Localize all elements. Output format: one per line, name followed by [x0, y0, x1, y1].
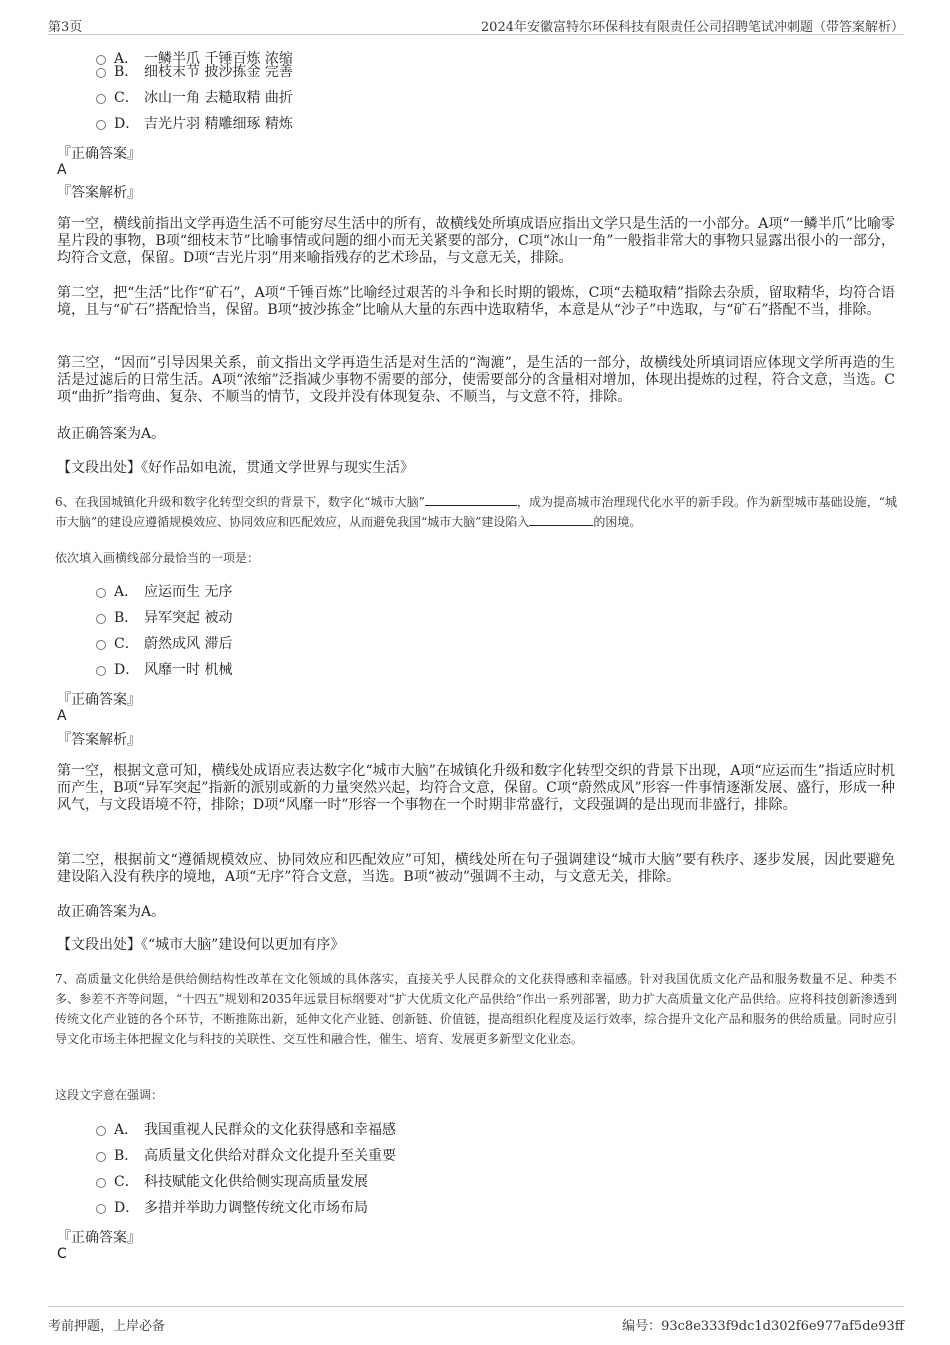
q7-option-d[interactable]: D． 多措并举助力调整传统文化市场布局	[96, 1199, 368, 1217]
radio-icon[interactable]	[96, 666, 106, 676]
q7-option-a[interactable]: A． 我国重视人民群众的文化获得感和幸福感	[96, 1121, 396, 1139]
document-title: 2024年安徽富特尔环保科技有限责任公司招聘笔试冲刺题（带答案解析）	[480, 20, 904, 35]
q6-analysis-para-1: 第一空，根据文意可知，横线处成语应表达数字化“城市大脑”在城镇化升级和数字化转型交织的背景下出现，A项“应运而生”指适应时机而产生，B项“异军突起”指新的派别或新的力量突然兴起，均符合文意，保留。C项“蔚然成风”形容一件事情逐渐发展、盛行，形成一种风气，与文段语境不符，排除；D项“风靡一时”形容一个事物在一个时期非常盛行，文段强调的是出现而非盛行，排除。	[57, 763, 895, 813]
q5-answer: A	[57, 162, 67, 178]
q5-conclusion: 故正确答案为A。	[57, 426, 166, 442]
radio-icon[interactable]	[96, 68, 106, 78]
q5-option-d[interactable]: D． 吉光片羽 精雕细琢 精炼	[96, 115, 293, 133]
document-code: 编号：93c8e333f9dc1d302f6e977af5de93ff	[622, 1319, 904, 1334]
q7-answer-label: 『正确答案』	[57, 1230, 141, 1246]
footer-slogan: 考前押题，上岸必备	[48, 1319, 166, 1334]
radio-icon[interactable]	[96, 588, 106, 598]
q6-analysis-para-2: 第二空，根据前文“遵循规模效应、协同效应和匹配效应”可知，横线处所在句子强调建设“城市大脑”要有秩序、逐步发展，因此要避免建设陷入没有秩序的境地，A项“无序”符合文意，当选。B项“被动”强调不主动，与文意无关，排除。	[57, 852, 895, 885]
q5-option-a[interactable]: A． 一鳞半爪 千锤百炼 浓缩	[96, 50, 293, 68]
blank-line	[425, 493, 517, 506]
q6-ask: 依次填入画横线部分最恰当的一项是：	[55, 551, 260, 565]
radio-icon[interactable]	[96, 1178, 106, 1188]
q7-stem: 7、高质量文化供给是供给侧结构性改革在文化领域的具体落实，直接关乎人民群众的文化获得感和幸福感。针对我国优质文化产品和服务数量不足、种类不多、参差不齐等问题，“十四五”规划和2035年远景目标纲要对“扩大优质文化产品供给”作出一系列部署，助力扩大高质量文化产品供给。应将科技创新渗透到传统文化产业链的各个环节，不断推陈出新，延伸文化产业链、创新链、价值链，提高组织化程度及运行效率，综合提升文化产品和服务的供给质量。同时应引导文化市场主体把握文化与科技的关联性、交互性和融合性，催生、培育、发展更多新型文化业态。	[55, 972, 897, 1046]
q6-option-a[interactable]: A． 应运而生 无序	[96, 583, 232, 601]
page-number: 第3页	[48, 20, 83, 35]
q6-analysis-label: 『答案解析』	[57, 732, 141, 748]
q6-conclusion: 故正确答案为A。	[57, 904, 166, 920]
q6-source: 【文段出处】《“城市大脑”建设何以更加有序》	[57, 937, 345, 953]
q5-source: 【文段出处】《好作品如电流，贯通文学世界与现实生活》	[57, 460, 414, 476]
q6-stem: 6、在我国城镇化升级和数字化转型交织的背景下，数字化“城市大脑” ，成为提高城市治理现代化水平的新手段。作为新型城市基础设施，“城市大脑”的建设应遵循规模效应、协同效应和匹配效应，从而避免我国“城市大脑”建设陷入 的困境。	[55, 495, 897, 529]
radio-icon[interactable]	[96, 1152, 106, 1162]
q6-option-b[interactable]: B． 异军突起 被动	[96, 609, 232, 627]
q5-analysis-para-1: 第一空，横线前指出文学再造生活不可能穷尽生活中的所有，故横线处所填成语应指出文学只是生活的一小部分。A项“一鳞半爪”比喻零星片段的事物，B项“细枝末节”比喻事情或问题的细小而无关紧要的部分，C项“冰山一角”一般指非常大的事物只显露出很小的一部分，均符合文意，保留。D项“吉光片羽”用来喻指残存的艺术珍品，与文意无关，排除。	[57, 216, 895, 266]
radio-icon[interactable]	[96, 614, 106, 624]
q5-option-c[interactable]: C． 冰山一角 去糙取精 曲折	[96, 89, 293, 107]
q6-answer: A	[57, 708, 67, 724]
q5-analysis-para-2: 第二空，把“生活”比作“矿石”，A项“千锤百炼”比喻经过艰苦的斗争和长时期的锻炼，C项“去糙取精”指除去杂质，留取精华，均符合语境，且与“矿石”搭配恰当，保留。B项“披沙拣金”比喻从大量的东西中选取精华，本意是从“沙子”中选取，与“矿石”搭配不当，排除。	[57, 285, 895, 318]
radio-icon[interactable]	[96, 1126, 106, 1136]
q5-option-b[interactable]: B． 细枝末节 披沙拣金 完善	[96, 63, 293, 81]
q5-answer-label: 『正确答案』	[57, 146, 141, 162]
q7-answer: C	[57, 1246, 67, 1262]
q6-answer-label: 『正确答案』	[57, 692, 141, 708]
q7-option-b[interactable]: B． 高质量文化供给对群众文化提升至关重要	[96, 1147, 396, 1165]
q7-ask: 这段文字意在强调：	[55, 1088, 164, 1102]
q5-analysis-para-3: 第三空，“因而”引导因果关系，前文指出文学再造生活是对生活的“淘漉”，是生活的一部分，故横线处所填词语应体现文学所再造的生活是过滤后的日常生活。A项“浓缩”泛指减少事物不需要的部分，使需要部分的含量相对增加，体现出提炼的过程，符合文意，当选。C项“曲折”指弯曲、复杂、不顺当的情节，文段并没有体现复杂、不顺当，与文意不符，排除。	[57, 355, 895, 405]
blank-line	[529, 513, 593, 526]
radio-icon[interactable]	[96, 640, 106, 650]
q6-option-c[interactable]: C． 蔚然成风 滞后	[96, 635, 232, 653]
page-header	[48, 14, 904, 35]
q5-analysis-label: 『答案解析』	[57, 185, 141, 201]
q6-option-d[interactable]: D． 风靡一时 机械	[96, 661, 232, 679]
radio-icon[interactable]	[96, 120, 106, 130]
radio-icon[interactable]	[96, 1204, 106, 1214]
q7-option-c[interactable]: C． 科技赋能文化供给侧实现高质量发展	[96, 1173, 368, 1191]
page-footer	[48, 1306, 904, 1333]
radio-icon[interactable]	[96, 94, 106, 104]
